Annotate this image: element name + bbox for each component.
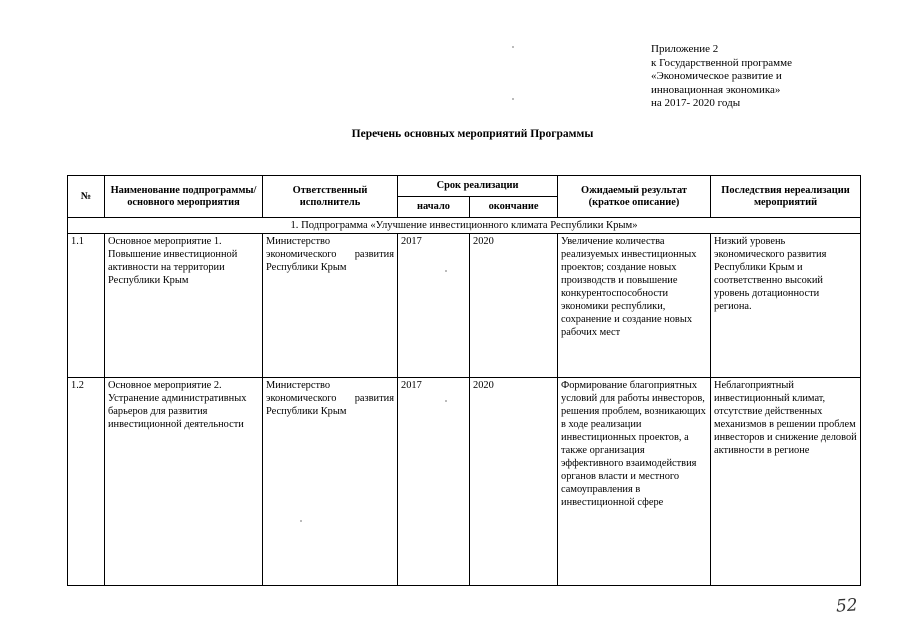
row-result: Формирование благоприятных условий для работы инвесторов, решения проблем, возникающих в ходе реализации инвестиционных проектов, а также организация эффективного взаимодействия органов власти и местного самоуправления в инвестиционной сфере <box>558 378 711 586</box>
row-end: 2020 <box>470 234 558 378</box>
row-name: Основное мероприятие 2. Устранение административных барьеров для развития инвестиционной деятельности <box>105 378 263 586</box>
document-title: Перечень основных мероприятий Программы <box>351 128 594 140</box>
row-start: 2017 <box>398 378 470 586</box>
scan-speck <box>300 520 302 522</box>
header-period: Срок реализации <box>398 176 558 197</box>
header-consequences: Последствия нереализации мероприятий <box>711 176 861 218</box>
row-executor: Министерство экономического развития Республики Крым <box>263 234 398 378</box>
subprogram-title: 1. Подпрограмма «Улучшение инвестиционного климата Республики Крым» <box>68 218 861 234</box>
row-number: 1.2 <box>68 378 105 586</box>
row-number: 1.1 <box>68 234 105 378</box>
header-number: № <box>68 176 105 218</box>
scan-speck <box>445 400 447 402</box>
scan-speck <box>512 98 514 100</box>
subprogram-row <box>68 218 861 234</box>
measures-table <box>67 175 861 586</box>
row-end: 2020 <box>470 378 558 586</box>
appendix-line-5: на 2017- 2020 годы <box>651 97 741 110</box>
row-start: 2017 <box>398 234 470 378</box>
row-name: Основное мероприятие 1. Повышение инвестиционной активности на территории Республики Крым <box>105 234 263 378</box>
header-end: окончание <box>470 197 558 218</box>
header-executor: Ответственный исполнитель <box>263 176 398 218</box>
header-name: Наименование подпрограммы/ основного мероприятия <box>105 176 263 218</box>
table-row <box>68 234 861 378</box>
appendix-line-3: «Экономическое развитие и <box>651 70 782 83</box>
scan-speck <box>445 270 447 272</box>
appendix-line-2: к Государственной программе <box>651 56 792 69</box>
appendix-line-4: инновационная экономика» <box>651 83 781 96</box>
row-executor: Министерство экономического развития Республики Крым <box>263 378 398 586</box>
row-result: Увеличение количества реализуемых инвестиционных проектов; создание новых производств и повышение конкурентоспособности экономики республики, сохранение и создание новых рабочих мест <box>558 234 711 378</box>
row-consequences: Низкий уровень экономического развития Республики Крым и соответственно высокий уровень дотационности региона. <box>711 234 861 378</box>
header-result: Ожидаемый результат (краткое описание) <box>558 176 711 218</box>
row-consequences: Неблагоприятный инвестиционный климат, отсутствие действенных механизмов в решении проблем инвесторов и снижение деловой активности в регионе <box>711 378 861 586</box>
appendix-header <box>651 43 881 111</box>
handwritten-page-number: 52 <box>835 595 859 617</box>
appendix-line-1: Приложение 2 <box>651 43 719 55</box>
header-start: начало <box>398 197 470 218</box>
scan-speck <box>512 46 514 48</box>
table-row <box>68 378 861 586</box>
